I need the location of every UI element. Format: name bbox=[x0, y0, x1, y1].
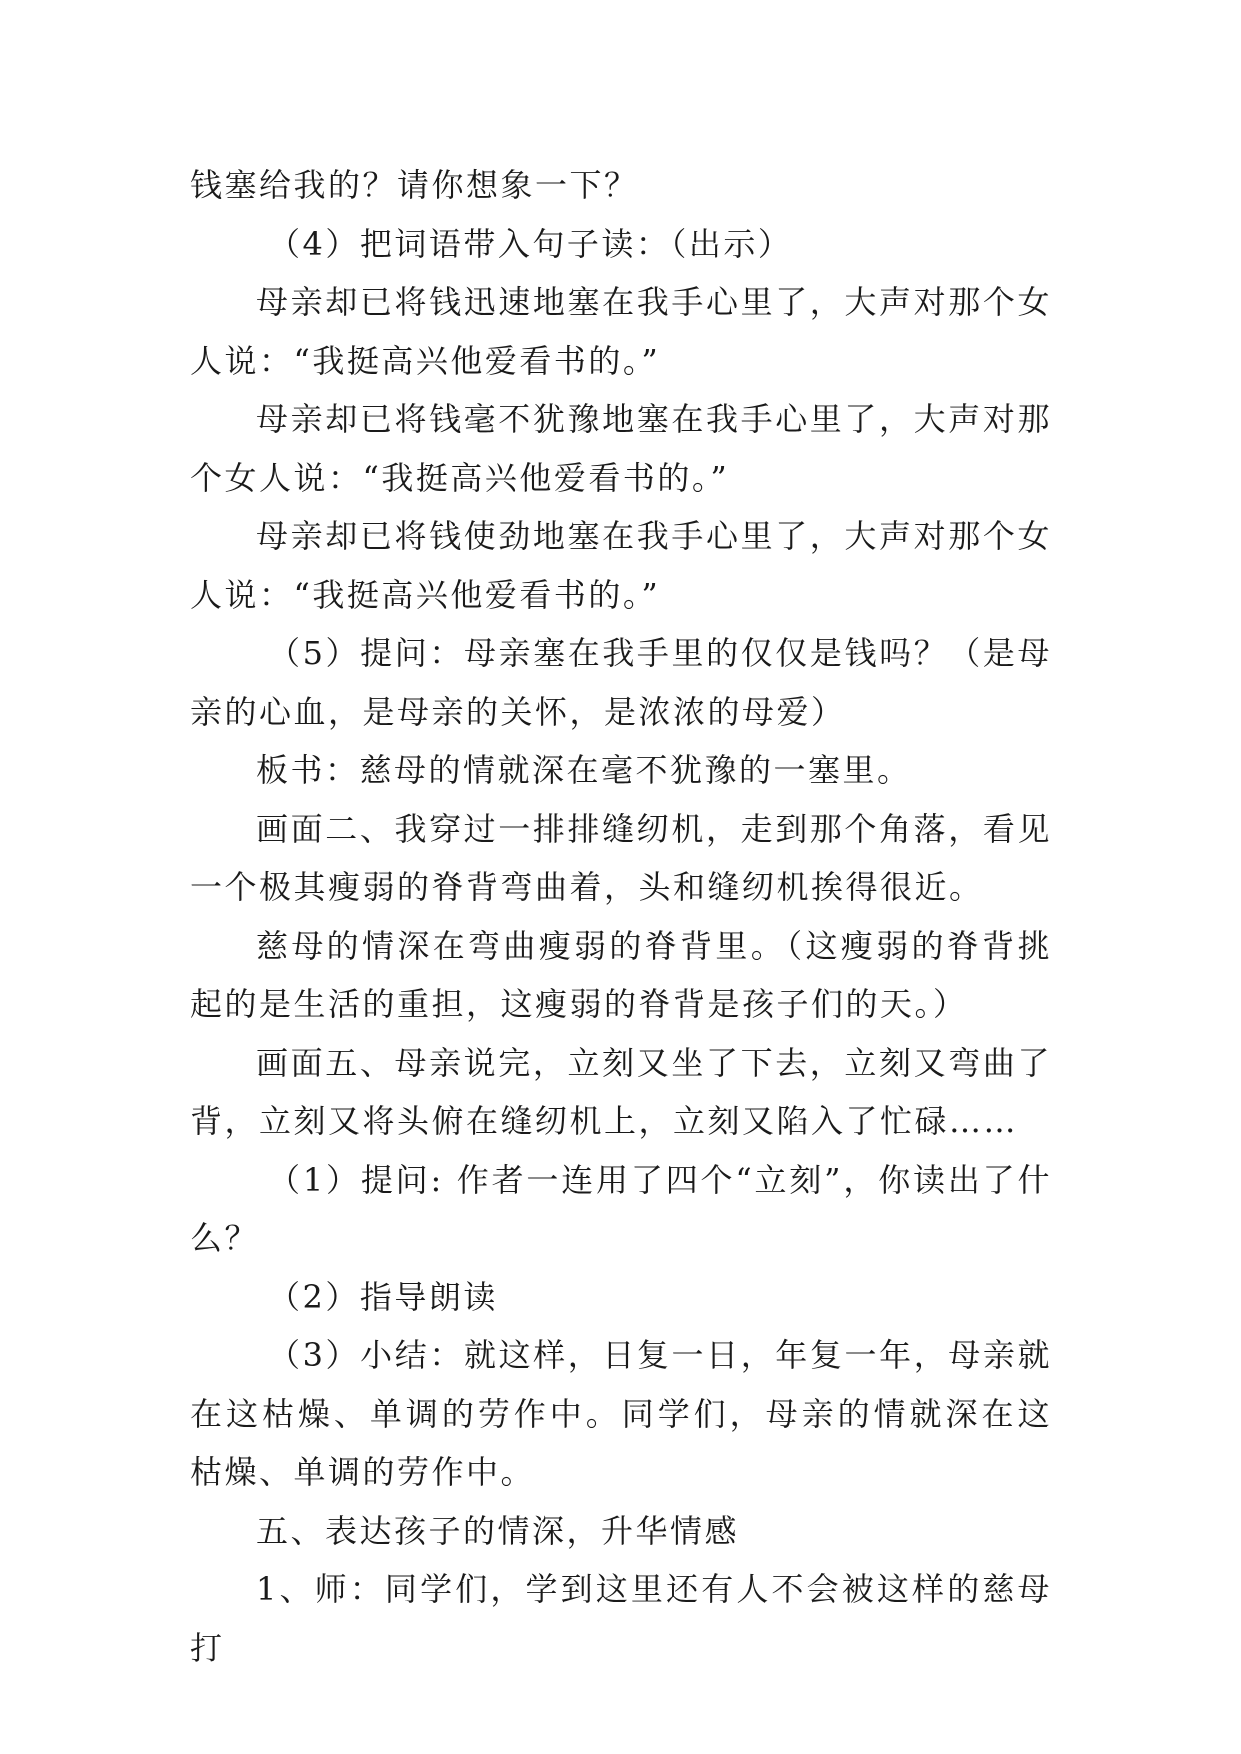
paragraph: 母亲却已将钱迅速地塞在我手心里了，大声对那个女人说：“我挺高兴他爱看书的。” bbox=[190, 283, 1052, 380]
paragraph: 母亲却已将钱使劲地塞在我手心里了，大声对那个女人说：“我挺高兴他爱看书的。” bbox=[190, 517, 1052, 614]
section-heading: 五、表达孩子的情深，升华情感 bbox=[256, 1511, 740, 1550]
paragraph: 板书：慈母的情就深在毫不犹豫的一塞里。 bbox=[256, 751, 912, 789]
body-text bbox=[190, 156, 1052, 1677]
paragraph: 画面五、母亲说完，立刻又坐了下去，立刻又弯曲了背，立刻又将头俯在缝纫机上，立刻又陷入了忙碌…… bbox=[190, 1043, 1052, 1140]
paragraph: 1、师：同学们，学到这里还有人不会被这样的慈母打 bbox=[190, 1570, 1052, 1667]
paragraph: （3）小结：就这样，日复一日，年复一年，母亲就在这枯燥、单调的劳作中。同学们，母亲的情就深在这枯燥、单调的劳作中。 bbox=[190, 1336, 1052, 1491]
paragraph: 画面二、我穿过一排排缝纫机，走到那个角落，看见一个极其瘦弱的脊背弯曲着，头和缝纫机挨得很近。 bbox=[190, 809, 1052, 906]
paragraph: 母亲却已将钱毫不犹豫地塞在我手心里了，大声对那个女人说：“我挺高兴他爱看书的。” bbox=[190, 400, 1052, 497]
paragraph: （1）提问: 作者一连用了四个“立刻”，你读出了什么？ bbox=[190, 1160, 1052, 1257]
paragraph: （2）指导朗读 bbox=[268, 1277, 498, 1316]
paragraph: （4）把词语带入句子读：（出示） bbox=[268, 224, 793, 263]
paragraph: 钱塞给我的？请你想象一下？ bbox=[190, 166, 639, 204]
paragraph: 慈母的情深在弯曲瘦弱的脊背里。（这瘦弱的脊背挑起的是生活的重担，这瘦弱的脊背是孩子们的天。） bbox=[190, 926, 1052, 1023]
paragraph: （5）提问：母亲塞在我手里的仅仅是钱吗？（是母亲的心血，是母亲的关怀，是浓浓的母爱） bbox=[190, 634, 1052, 731]
